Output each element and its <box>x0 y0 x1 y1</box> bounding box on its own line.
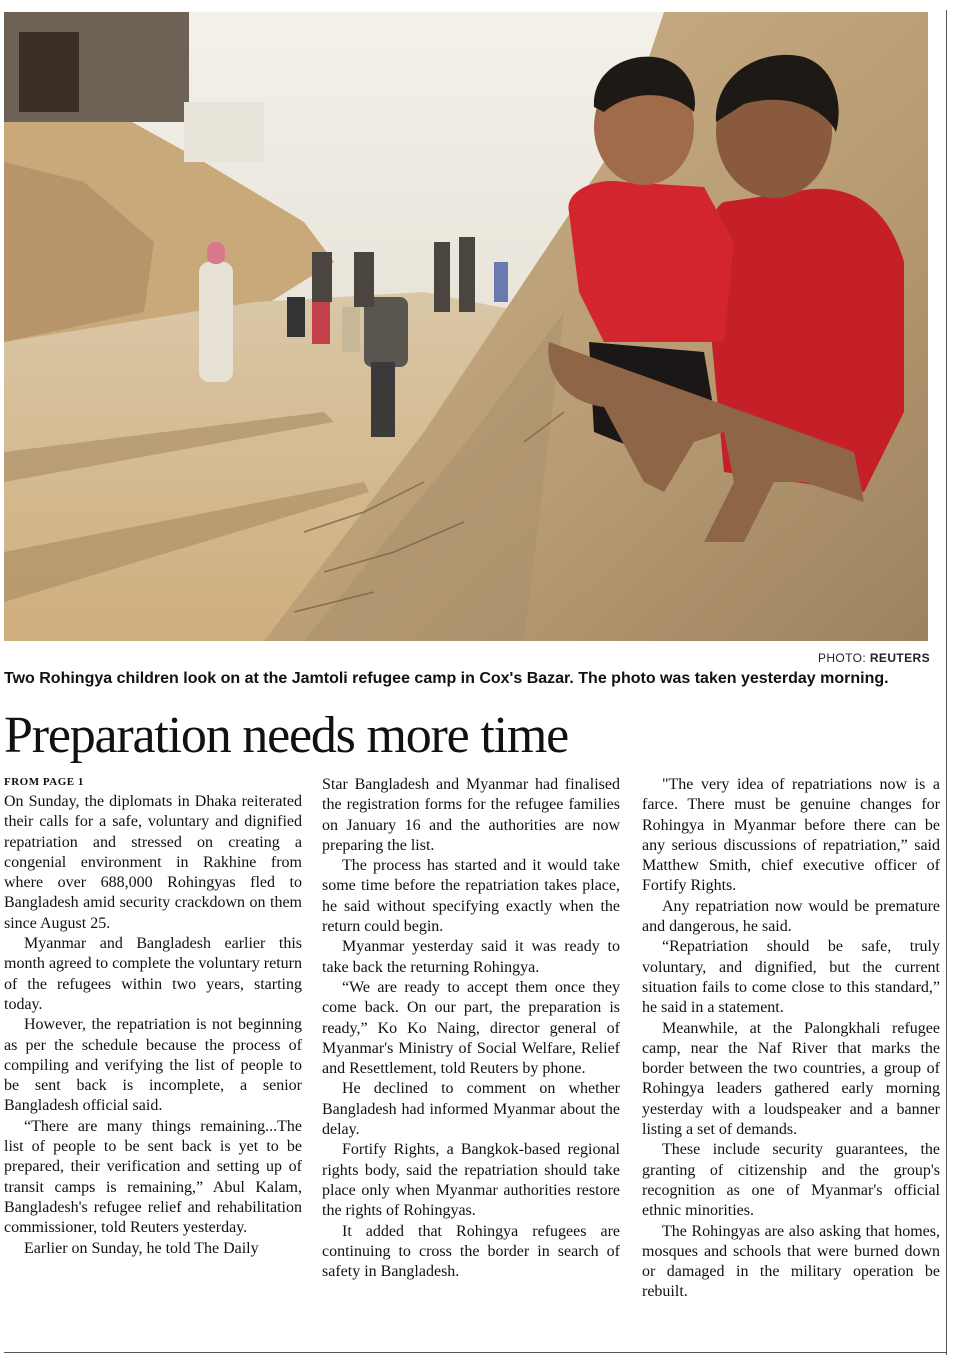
article-column-1 <box>4 792 302 1259</box>
article-column-3 <box>642 775 940 1303</box>
paragraph: He declined to comment on whether Bangladesh had informed Myanmar about the delay. <box>322 1080 620 1139</box>
paragraph: “We are ready to accept them once they come back. On our part, the preparation is ready,” Ko Ko Naing, director general of Myanmar's Ministry of Social Welfare, Relief and Resettlement, told Reuters by phone. <box>322 978 620 1078</box>
article-column-2 <box>322 775 620 1282</box>
paragraph: “There are many things remaining...The list of people to be sent back is yet to be prepared, their verification and setting up of transit camps is remaining,” Abul Kalam, Bangladesh's refugee relief and rehabilitation commissioner, told Reuters yesterday. <box>4 1117 302 1237</box>
paragraph: Earlier on Sunday, he told The Daily <box>24 1239 259 1257</box>
paragraph: These include security guarantees, the granting of citizenship and the group's recognition as one of Myanmar's official ethnic minorities. <box>642 1141 940 1220</box>
paragraph: The Rohingyas are also asking that homes, mosques and schools that were burned down or damaged in the military operation be rebuilt. <box>642 1222 940 1301</box>
paragraph: The process has started and it would take some time before the repatriation takes place, he said without specifying exactly when the return could begin. <box>322 857 620 936</box>
page-rule-bottom <box>4 1352 946 1353</box>
news-photo <box>4 12 928 641</box>
photo-credit-source: REUTERS <box>869 651 930 665</box>
paragraph: Any repatriation now would be premature and dangerous, he said. <box>642 897 940 936</box>
paragraph: On Sunday, the diplomats in Dhaka reiterated their calls for a safe, voluntary and dignified repatriation and stressed on creating a congenial environment in Rakhine from where over 688,000 Rohingyas fled to Bangladesh amid security crackdown on them since August 25. <box>4 793 302 932</box>
paragraph: It added that Rohingya refugees are continuing to cross the border in search of safety in Bangladesh. <box>322 1222 620 1281</box>
headline: Preparation needs more time <box>4 707 568 764</box>
photo-caption: Two Rohingya children look on at the Jamtoli refugee camp in Cox's Bazar. The photo was taken yesterday morning. <box>4 670 889 687</box>
paragraph: “Repatriation should be safe, truly voluntary, and dignified, but the current situation fails to come close to this standard,” he said in a statement. <box>642 938 940 1017</box>
paragraph: Myanmar and Bangladesh earlier this month agreed to complete the voluntary return of the refugees within two years, starting today. <box>4 935 302 1013</box>
paragraph: Star Bangladesh and Myanmar had finalised the registration forms for the refugee families on January 16 and the authorities are now preparing the list. <box>322 776 620 854</box>
kicker: FROM PAGE 1 <box>4 776 84 788</box>
paragraph: However, the repatriation is not beginning as per the schedule because the process of compiling and verifying the list of people to be sent back is incomplete, a senior Bangladesh official said. <box>4 1016 302 1115</box>
paragraph: Meanwhile, at the Palongkhali refugee camp, near the Naf River that marks the border between the two countries, a group of Rohingya leaders gathered early morning yesterday with a loudspeaker and a banner listing a set of demands. <box>642 1019 940 1139</box>
paragraph: "The very idea of repatriations now is a farce. There must be genuine changes for Rohingya in Myanmar before there can be any serious discussions of repatriation,” said Matthew Smith, chief executive officer of Fortify Rights. <box>642 776 940 895</box>
photo-credit-label: PHOTO: <box>817 651 867 665</box>
column-rule-right <box>946 10 947 1355</box>
paragraph: Fortify Rights, a Bangkok-based regional rights body, said the repatriation should take place only when Myanmar authorities restore the rights of Rohingyas. <box>322 1141 620 1220</box>
paragraph: Myanmar yesterday said it was ready to take back the returning Rohingya. <box>322 938 620 976</box>
photo-credit <box>818 651 930 665</box>
